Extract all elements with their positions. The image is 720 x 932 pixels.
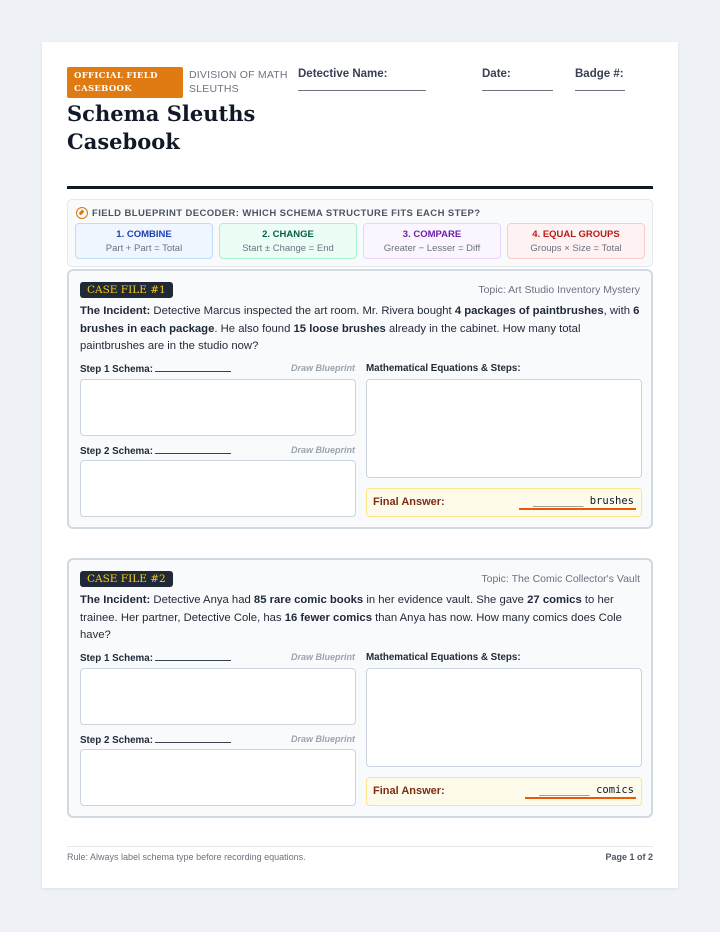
header	[67, 67, 653, 189]
case-file-2	[67, 558, 653, 818]
incident-key-fact: 27 comics	[527, 594, 582, 606]
step2-schema-label	[80, 445, 231, 457]
schema-equal-groups	[507, 223, 645, 259]
draw-blueprint-hint: Draw Blueprint	[291, 734, 356, 744]
badge-number-field[interactable]	[575, 68, 624, 80]
detective-name-field[interactable]	[298, 68, 387, 80]
division-label: DIVISION OF MATH SLEUTHS	[189, 69, 288, 95]
schema-formula: Part + Part = Total	[105, 243, 183, 254]
step2-sketch-box[interactable]	[80, 460, 356, 517]
step1-schema-label	[80, 363, 231, 375]
incident-label: The Incident:	[80, 305, 151, 317]
schema-formula: Groups × Size = Total	[530, 243, 622, 254]
incident-key-fact: 16 fewer comics	[284, 611, 372, 624]
final-answer-label: Final Answer:	[373, 496, 445, 508]
incident-key-fact: 4 packages of paintbrushes	[454, 305, 604, 317]
incident-part: Detective Marcus inspected the art room. Mr. Rivera bought	[150, 305, 455, 317]
blueprint-decoder	[67, 199, 653, 267]
schema-combine	[75, 223, 213, 259]
worksheet-page	[42, 42, 678, 888]
step1-text: Step 1 Schema:	[80, 364, 153, 375]
step1-sketch-box[interactable]	[80, 379, 356, 436]
final-answer-row	[366, 488, 642, 517]
schema-title: 3. COMPARE	[402, 229, 462, 240]
page-number: Page 1 of 2	[605, 852, 653, 862]
footer-rule: Rule: Always label schema type before recording equations.	[67, 852, 306, 862]
footer	[67, 846, 653, 862]
incident-key-fact: 6 brushes in each package	[80, 305, 640, 335]
incident-text	[80, 303, 642, 356]
schema-compare	[363, 223, 501, 259]
detective-name-line	[298, 90, 426, 91]
draw-blueprint-hint: Draw Blueprint	[291, 363, 356, 373]
draw-blueprint-hint: Draw Blueprint	[291, 445, 356, 455]
case-tag: CASE FILE #2	[80, 571, 173, 587]
badge-number-line	[575, 90, 625, 91]
case-tag: CASE FILE #1	[80, 282, 173, 298]
date-label: Date:	[482, 68, 511, 80]
incident-part: already in the cabinet. How many total paintbrushes are in the studio now?	[80, 322, 581, 352]
badge-number-label: Badge #:	[575, 68, 624, 80]
final-answer-blank[interactable]: ________ brushes	[519, 495, 636, 510]
decoder-heading	[76, 207, 481, 219]
equations-label: Mathematical Equations & Steps:	[366, 652, 521, 663]
equations-box[interactable]	[366, 379, 642, 478]
worksheet-content	[67, 67, 653, 862]
final-answer-row	[366, 777, 642, 806]
decoder-heading-text: FIELD BLUEPRINT DECODER: WHICH SCHEMA STRUCTURE FITS EACH STEP?	[92, 207, 481, 219]
page-title: Schema Sleuths Casebook	[67, 101, 256, 154]
step1-blank[interactable]	[155, 363, 231, 372]
equations-label: Mathematical Equations & Steps:	[366, 363, 521, 374]
case-topic: Topic: Art Studio Inventory Mystery	[478, 284, 640, 296]
step2-blank[interactable]	[155, 445, 231, 454]
incident-label: The Incident:	[80, 594, 151, 606]
schema-formula: Start ± Change = End	[242, 243, 334, 254]
step1-schema-label	[80, 652, 231, 664]
date-field[interactable]	[482, 68, 511, 80]
incident-text	[80, 592, 642, 645]
step2-sketch-box[interactable]	[80, 749, 356, 806]
incident-part: than Anya has now. How many comics does Cole have?	[80, 611, 622, 641]
step2-blank[interactable]	[155, 734, 231, 743]
step1-text: Step 1 Schema:	[80, 653, 153, 664]
final-answer-label: Final Answer:	[373, 785, 445, 797]
schema-title: 1. COMBINE	[116, 229, 172, 240]
compass-icon	[76, 207, 88, 219]
date-line	[482, 90, 553, 91]
equations-box[interactable]	[366, 668, 642, 767]
incident-part: in her evidence vault. She gave	[363, 594, 528, 606]
detective-name-label: Detective Name:	[298, 68, 388, 80]
schema-change	[219, 223, 357, 259]
incident-key-fact: 85 rare comic books	[253, 594, 364, 606]
incident-part: . He also found	[214, 322, 294, 335]
schema-formula: Greater − Lesser = Diff	[383, 243, 481, 254]
step2-text: Step 2 Schema:	[80, 446, 153, 457]
schema-title: 4. EQUAL GROUPS	[532, 229, 620, 240]
incident-part: Detective Anya had	[150, 594, 254, 606]
step2-schema-label	[80, 734, 231, 746]
schema-title: 2. CHANGE	[262, 229, 314, 240]
final-answer-blank[interactable]: ________ comics	[525, 784, 636, 799]
case-file-1	[67, 269, 653, 529]
case-topic: Topic: The Comic Collector's Vault	[481, 573, 640, 585]
incident-key-fact: 15 loose brushes	[293, 322, 386, 335]
incident-part: , with	[603, 305, 634, 317]
step2-text: Step 2 Schema:	[80, 735, 153, 746]
step1-sketch-box[interactable]	[80, 668, 356, 725]
incident-part: to her trainee. Her partner, Detective Cole, has	[80, 594, 614, 624]
official-badge: OFFICIAL FIELD CASEBOOK	[67, 67, 183, 98]
step1-blank[interactable]	[155, 652, 231, 661]
draw-blueprint-hint: Draw Blueprint	[291, 652, 356, 662]
